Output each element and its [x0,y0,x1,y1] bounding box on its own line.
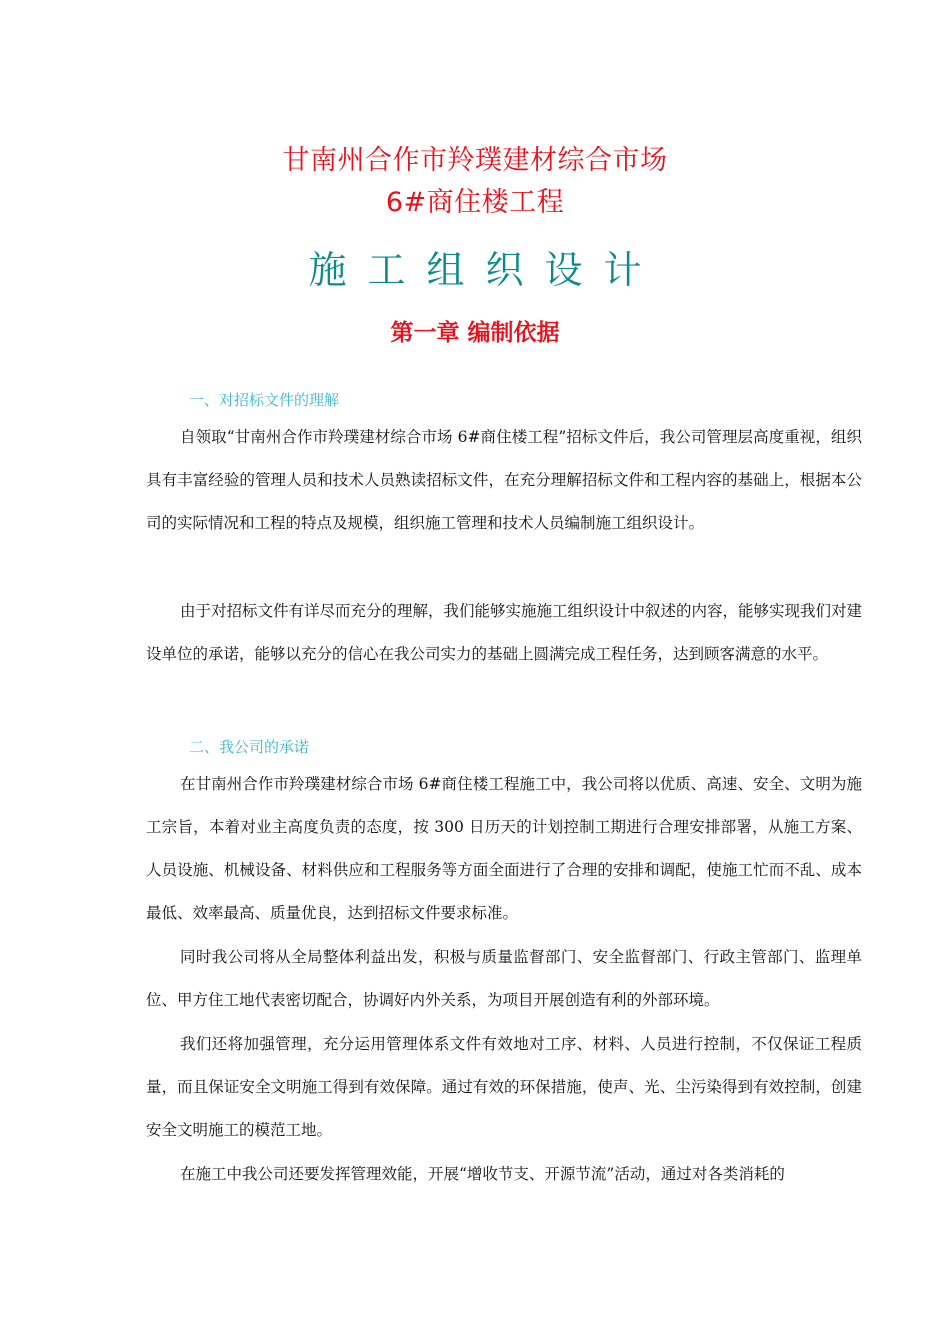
chapter-heading: 第一章 编制依据 [390,320,560,346]
body-paragraph: 在施工中我公司还要发挥管理效能，开展“增收节支、开源节流”活动，通过对各类消耗的 [180,1165,785,1183]
section-heading-commitment: 二、我公司的承诺 [189,738,310,756]
body-paragraph: 同时我公司将从全局整体利益出发，积极与质量监督部门、安全监督部门、行政主管部门、监理单位、甲方住工地代表密切配合，协调好内外关系，为项目开展创造有利的外部环境。 [146,948,862,1009]
body-paragraph: 由于对招标文件有详尽而充分的理解，我们能够实施施工组织设计中叙述的内容，能够实现我们对建设单位的承诺，能够以充分的信心在我公司实力的基础上圆满完成工程任务，达到顾客满意的水平。 [146,602,863,663]
section-heading-understanding: 一、对招标文件的理解 [189,391,340,409]
document-type-heading: 施工组织设计 [308,248,663,292]
body-paragraph: 我们还将加强管理，充分运用管理体系文件有效地对工序、材料、人员进行控制，不仅保证工程质量，而且保证安全文明施工得到有效保障。通过有效的环保措施，使声、光、尘污染得到有效控制，创建安全文明施工的模范工地。 [146,1035,862,1139]
body-paragraph: 自领取“甘南州合作市羚璞建材综合市场 6#商住楼工程”招标文件后，我公司管理层高度重视，组织具有丰富经验的管理人员和技术人员熟读招标文件，在充分理解招标文件和工程内容的基础上，根据本公司的实际情况和工程的特点及规模，组织施工管理和技术人员编制施工组织设计。 [146,428,862,532]
body-paragraph: 在甘南州合作市羚璞建材综合市场 6#商住楼工程施工中，我公司将以优质、高速、安全、文明为施工宗旨，本着对业主高度负责的态度，按 300 日历天的计划控制工期进行合理安排部署，从施工方案、人员设施、机械设备、材料供应和工程服务等方面全面进行了合理的安排和调配，使施工忙而不乱、成本最低、效率最高、质量优良，达到招标文件要求标准。 [146,775,862,922]
project-title-line-1: 甘南州合作市羚璞建材综合市场 [282,145,668,176]
project-title-line-2: 6#商住楼工程 [385,187,565,218]
